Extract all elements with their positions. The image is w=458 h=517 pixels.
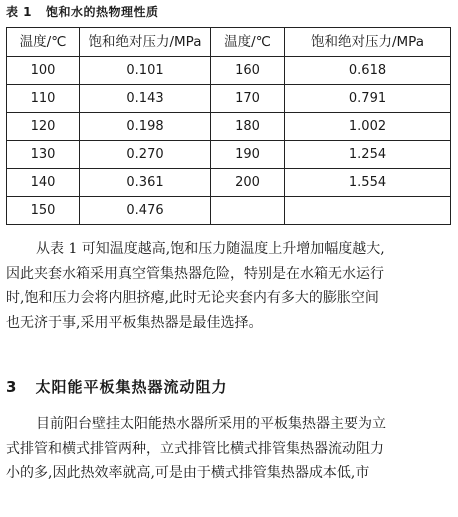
header-temperature-2: 温度/℃ [211,28,285,57]
paragraph-line: 时,饱和压力会将内胆挤瘪,此时无论夹套内有多大的膨胀空间 [6,290,379,306]
table-row [7,85,451,113]
table-cell: 0.618 [285,57,451,85]
table-row [7,113,451,141]
table-cell: 0.791 [285,85,451,113]
table-cell: 190 [211,141,285,169]
table-cell: 1.002 [285,113,451,141]
table-cell: 0.361 [80,169,211,197]
paragraph-line: 小的多,因此热效率就高,可是由于横式排管集热器成本低,市 [6,465,370,481]
paragraph-line: 也无济于事,采用平板集热器是最佳选择。 [6,314,263,331]
saturated-water-table [6,27,451,225]
table-cell: 0.101 [80,57,211,85]
table-cell: 110 [7,85,80,113]
table-cell: 140 [7,169,80,197]
table-cell [285,197,451,225]
table-cell: 0.143 [80,85,211,113]
table-cell: 150 [7,197,80,225]
paragraph-line: 式排管和横式排管两种，立式排管比横式排管集热器流动阻力 [6,440,384,457]
body-paragraph-2 [6,412,450,486]
table-row [7,57,451,85]
header-pressure-1: 饱和绝对压力/MPa [80,28,211,57]
body-paragraph-1 [6,237,450,335]
table-cell: 130 [7,141,80,169]
table-cell: 1.254 [285,141,451,169]
table-caption [6,3,159,20]
table-cell: 1.554 [285,169,451,197]
table-cell: 120 [7,113,80,141]
table-row [7,169,451,197]
table-caption-number: 表 1 [6,5,33,19]
section-heading [6,376,227,397]
header-pressure-2: 饱和绝对压力/MPa [285,28,451,57]
table-cell [211,197,285,225]
section-title: 太阳能平板集热器流动阻力 [35,378,228,396]
table-caption-title: 饱和水的热物理性质 [46,5,159,19]
paragraph-line: 因此夹套水箱采用真空管集热器危险，特别是在水箱无水运行 [6,265,384,282]
table-cell: 170 [211,85,285,113]
table-cell: 0.198 [80,113,211,141]
table-row [7,141,451,169]
header-temperature-1: 温度/℃ [7,28,80,57]
table-cell: 0.270 [80,141,211,169]
section-number: 3 [6,378,18,396]
table-header-row [7,28,451,57]
paragraph-line: 目前阳台壁挂太阳能热水器所采用的平板集热器主要为立 [36,416,386,432]
table-cell: 100 [7,57,80,85]
table-row [7,197,451,225]
table-cell: 0.476 [80,197,211,225]
paragraph-line: 从表 1 可知温度越高,饱和压力随温度上升增加幅度越大, [36,241,385,257]
table-cell: 200 [211,169,285,197]
table-cell: 160 [211,57,285,85]
table-cell: 180 [211,113,285,141]
